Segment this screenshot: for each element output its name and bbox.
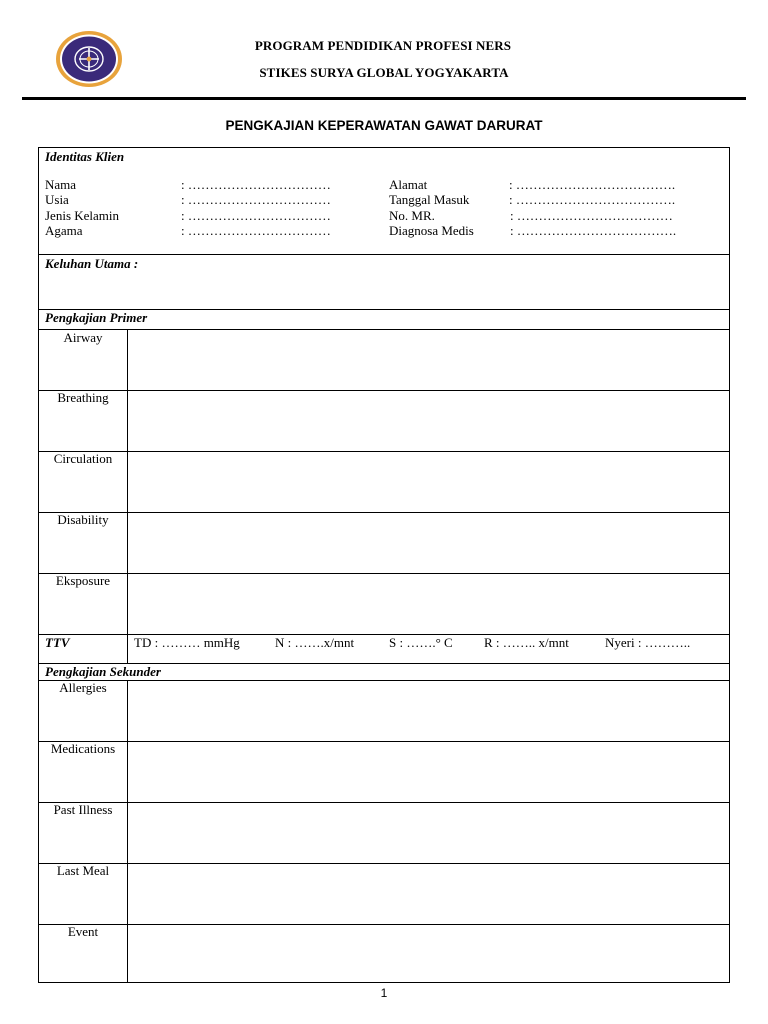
column-divider (127, 680, 128, 982)
usia-label: Usia (45, 192, 69, 207)
nama-label: Nama (45, 177, 77, 192)
medications-label: Medications (50, 741, 116, 756)
diagnosa-medis-field[interactable]: : ………………………………. (510, 223, 677, 238)
diagnosa-medis-label: Diagnosa Medis (389, 223, 474, 238)
identitas-heading: Identitas Klien (45, 149, 125, 164)
airway-field[interactable] (128, 330, 729, 389)
usia-field[interactable]: : …………………………… (181, 192, 331, 207)
disability-label: Disability (57, 512, 109, 527)
circulation-label: Circulation (53, 451, 113, 466)
form-title: PENGKAJIAN KEPERAWATAN GAWAT DARURAT (225, 118, 543, 133)
header-rule (22, 97, 746, 100)
ttv-label: TTV (45, 635, 70, 650)
nama-field[interactable]: : …………………………… (181, 177, 331, 192)
keluhan-utama-field[interactable] (39, 272, 729, 308)
allergies-label: Allergies (59, 680, 107, 695)
divider (39, 254, 729, 255)
agama-field[interactable]: : …………………………… (181, 223, 331, 238)
past-illness-field[interactable] (128, 803, 729, 862)
program-title: PROGRAM PENDIDIKAN PROFESI NERS (254, 38, 512, 53)
ttv-nyeri-field[interactable]: Nyeri : ……….. (605, 635, 691, 650)
event-field[interactable] (128, 925, 729, 982)
column-divider (127, 329, 128, 634)
ttv-r-field[interactable]: R : …….. x/mnt (484, 635, 569, 650)
allergies-field[interactable] (128, 681, 729, 740)
circulation-field[interactable] (128, 452, 729, 511)
breathing-label: Breathing (57, 390, 109, 405)
institution-name: STIKES SURYA GLOBAL YOGYAKARTA (259, 65, 509, 80)
past-illness-label: Past Illness (53, 802, 113, 817)
alamat-label: Alamat (389, 177, 428, 192)
no-mr-field[interactable]: : ……………………………… (510, 208, 673, 223)
agama-label: Agama (45, 223, 83, 238)
event-label: Event (67, 924, 99, 939)
page-number: 1 (380, 986, 388, 1000)
disability-field[interactable] (128, 513, 729, 572)
tanggal-masuk-field[interactable]: : ………………………………. (509, 192, 676, 207)
jenis-kelamin-label: Jenis Kelamin (45, 208, 120, 223)
airway-label: Airway (63, 330, 103, 345)
breathing-field[interactable] (128, 391, 729, 450)
eksposure-label: Eksposure (55, 573, 111, 588)
alamat-field[interactable]: : ………………………………. (509, 177, 676, 192)
pengkajian-sekunder-heading: Pengkajian Sekunder (45, 664, 161, 679)
tanggal-masuk-label: Tanggal Masuk (389, 192, 470, 207)
ttv-n-field[interactable]: N : …….x/mnt (275, 635, 355, 650)
last-meal-label: Last Meal (56, 863, 110, 878)
eksposure-field[interactable] (128, 574, 729, 633)
assessment-form (38, 147, 730, 983)
ttv-s-field[interactable]: S : …….° C (389, 635, 453, 650)
ttv-td-field[interactable]: TD : ……… mmHg (134, 635, 240, 650)
last-meal-field[interactable] (128, 864, 729, 923)
medications-field[interactable] (128, 742, 729, 801)
pengkajian-primer-heading: Pengkajian Primer (45, 310, 148, 325)
column-divider (127, 634, 128, 663)
jenis-kelamin-field[interactable]: : …………………………… (181, 208, 331, 223)
keluhan-utama-heading: Keluhan Utama : (45, 256, 139, 271)
no-mr-label: No. MR. (389, 208, 435, 223)
